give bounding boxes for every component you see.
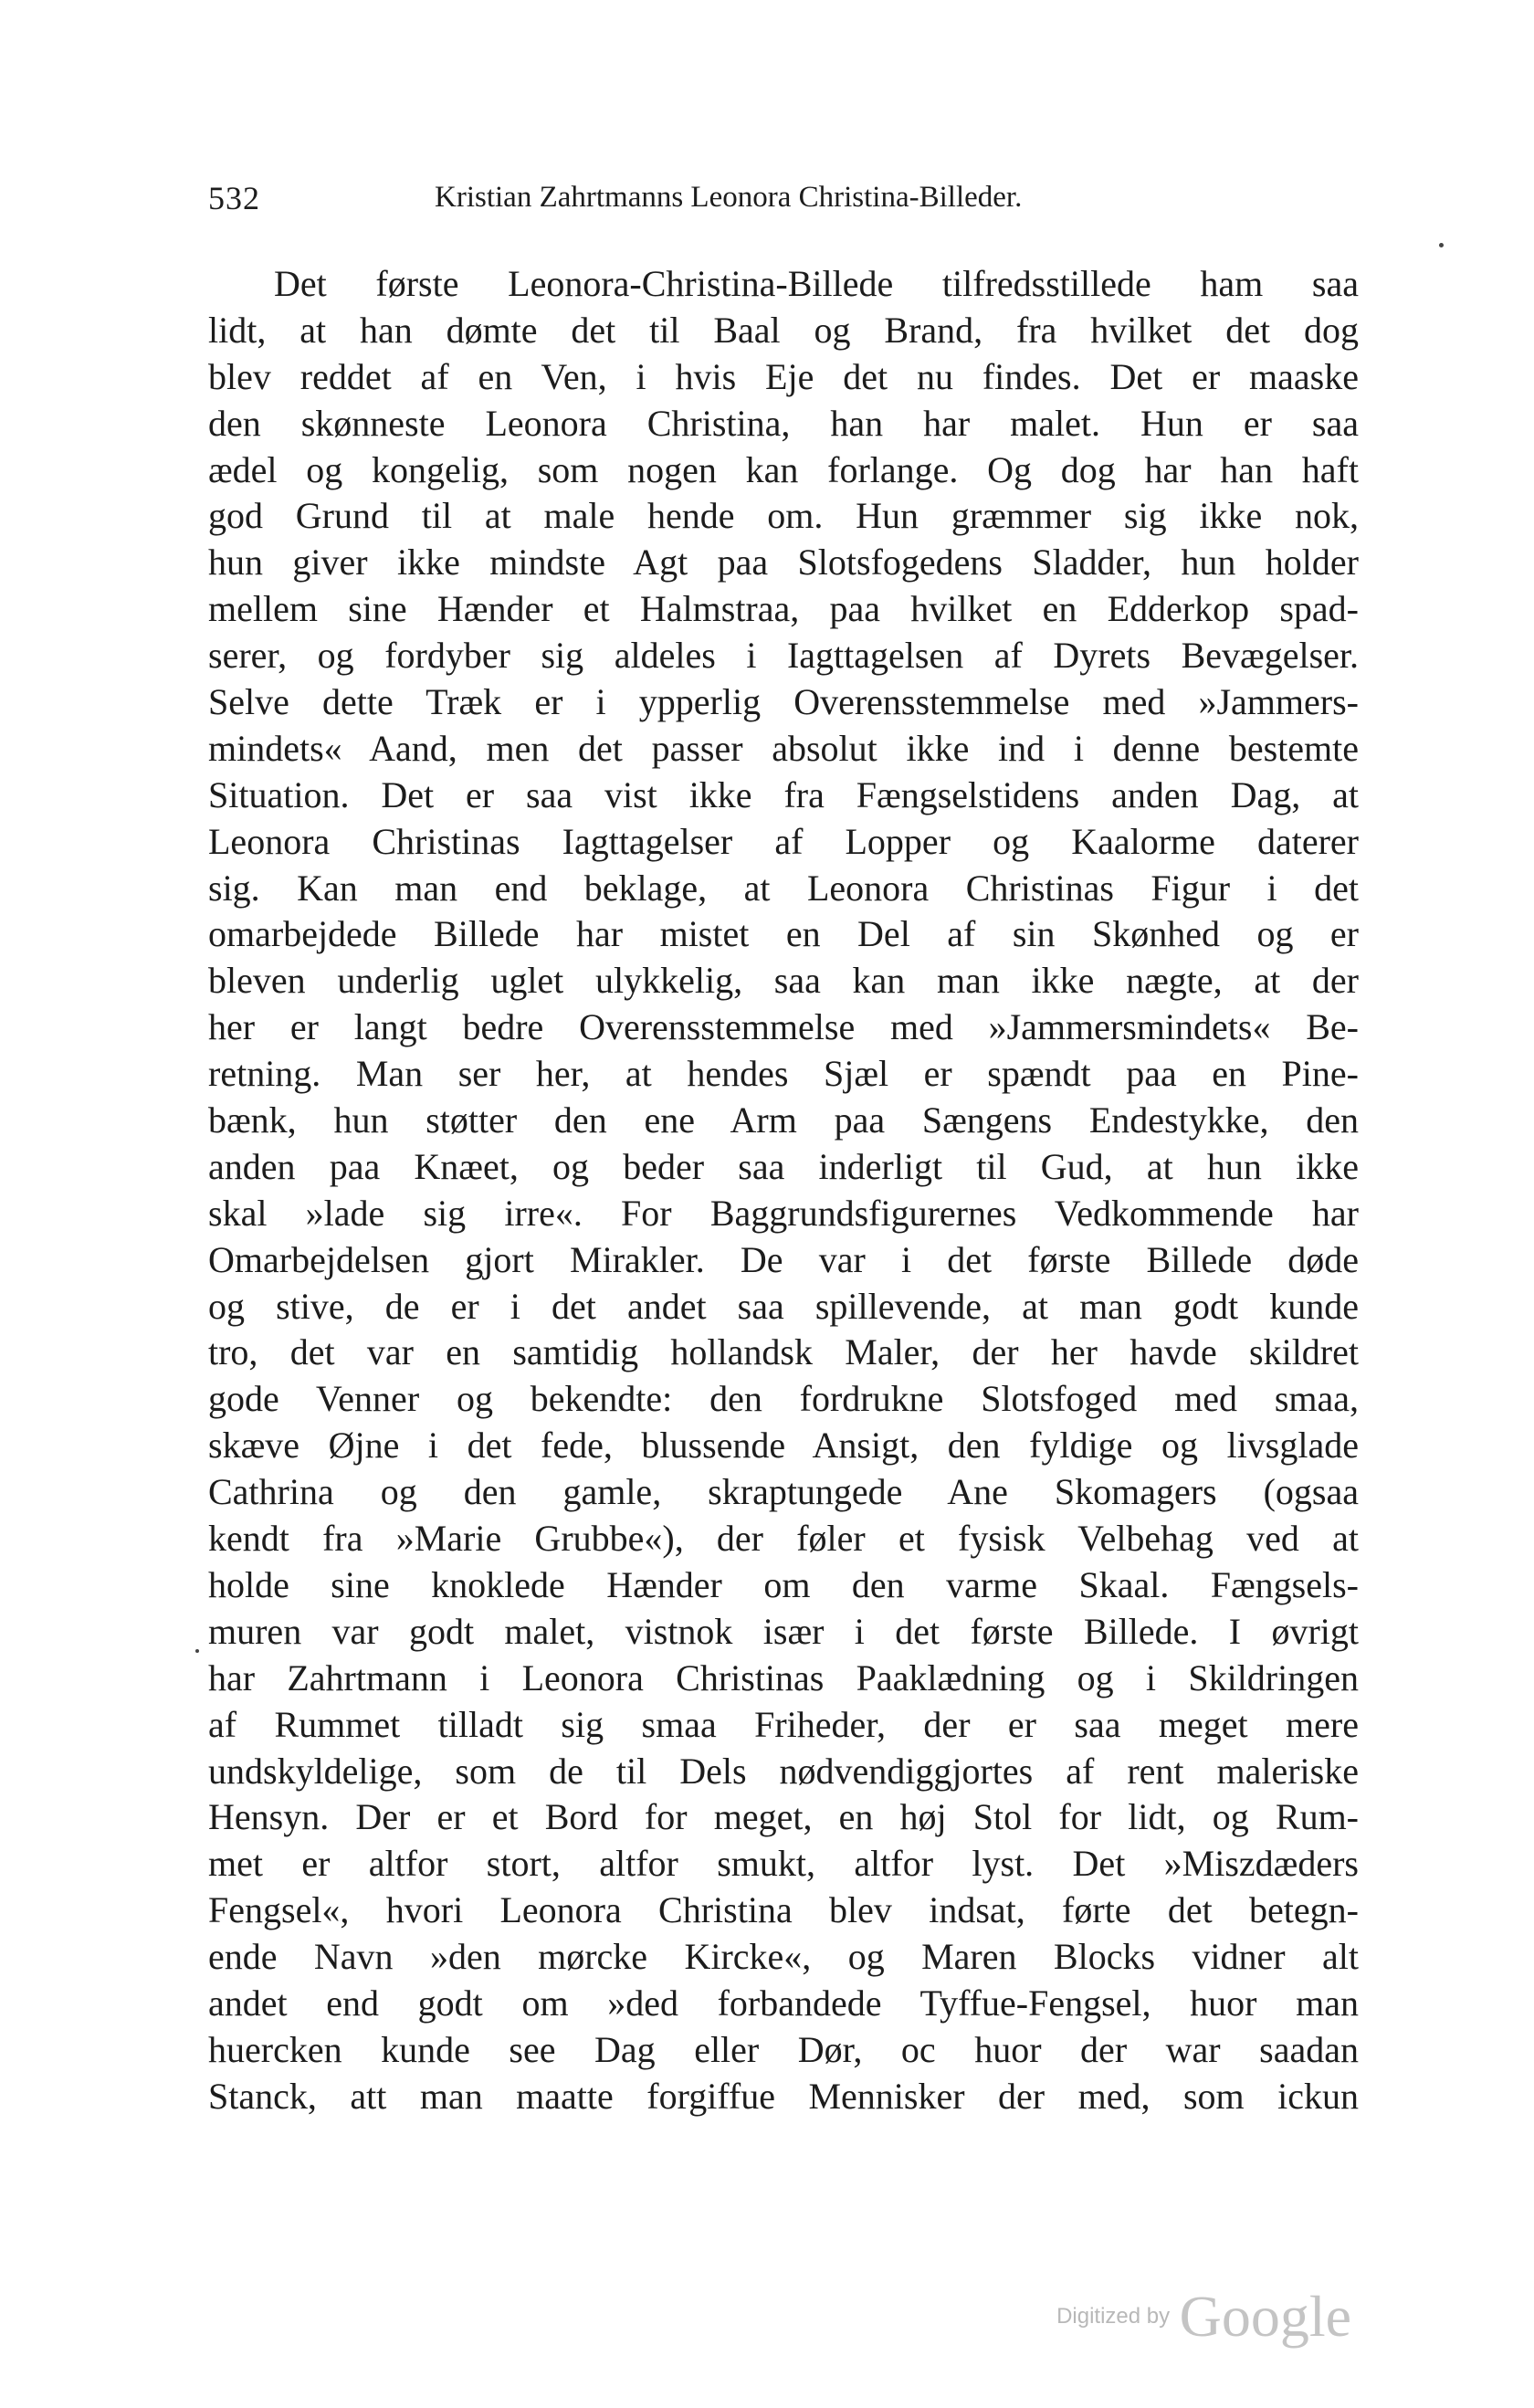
text-line: serer, og fordyber sig aldeles i Iagttagelsen af Dyrets Bevægelser. [208, 635, 1359, 677]
text-line: bænk, hun støtter den ene Arm paa Sængens Endestykke, den [208, 1099, 1359, 1141]
text-line: kendt fra »Marie Grubbe«), der føler et fysisk Velbehag ved at [208, 1518, 1359, 1560]
text-line: Selve dette Træk er i ypperlig Overensstemmelse med »Jammers- [208, 681, 1359, 723]
text-line: holde sine knoklede Hænder om den varme Skaal. Fængsels- [208, 1563, 1359, 1605]
text-line: Stanck, att man maatte forgiffue Mennisker der med, som ickun [208, 2075, 1359, 2117]
text-line: undskyldelige, som de til Dels nødvendiggjortes af rent maleriske [208, 1750, 1359, 1792]
text-line: god Grund til at male hende om. Hun græmmer sig ikke nok, [208, 495, 1359, 537]
page-header [208, 179, 1359, 225]
text-line: hun giver ikke mindste Agt paa Slotsfogedens Sladder, hun holder [208, 542, 1359, 584]
text-line: Fengsel«, hvori Leonora Christina blev indsat, førte det betegn- [208, 1889, 1359, 1931]
text-line: andet end godt om »ded forbandede Tyffue-Fengsel, huor man [208, 1982, 1359, 2024]
body-text [208, 261, 1359, 2120]
text-line: lidt, at han dømte det til Baal og Brand, fra hvilket det dog [208, 309, 1359, 351]
print-speck [195, 1649, 199, 1653]
text-line: blev reddet af en Ven, i hvis Eje det nu findes. Det er maaske [208, 355, 1359, 397]
text-line: anden paa Knæet, og beder saa inderligt til Gud, at hun ikke [208, 1145, 1359, 1187]
text-line: skæve Øjne i det fede, blussende Ansigt, den fyldige og livsglade [208, 1425, 1359, 1467]
watermark-brand: Google [1179, 2284, 1351, 2349]
text-line: sig. Kan man end beklage, at Leonora Christinas Figur i det [208, 867, 1359, 909]
running-title: Kristian Zahrtmanns Leonora Christina-Billeder. [435, 181, 1023, 214]
text-line: ædel og kongelig, som nogen kan forlange. Og dog har han haft [208, 448, 1359, 490]
text-line: omarbejdede Billede har mistet en Del af sin Skønhed og er [208, 913, 1359, 955]
text-line: mellem sine Hænder et Halmstraa, paa hvilket en Edderkop spad- [208, 588, 1359, 630]
text-line: Leonora Christinas Iagttagelser af Lopper og Kaalorme daterer [208, 820, 1359, 862]
text-line: bleven underlig uglet ulykkelig, saa kan man ikke nægte, at der [208, 960, 1359, 1002]
text-line: skal »lade sig irre«. For Baggrundsfigurernes Vedkommende har [208, 1192, 1359, 1234]
text-line: gode Venner og bekendte: den fordrukne Slotsfoged med smaa, [208, 1378, 1359, 1420]
text-line: Det første Leonora-Christina-Billede tilfredsstillede ham saa [274, 263, 1359, 304]
text-line: ende Navn »den mørcke Kircke«, og Maren Blocks vidner alt [208, 1936, 1359, 1978]
text-line: retning. Man ser her, at hendes Sjæl er spændt paa en Pine- [208, 1053, 1359, 1095]
digitization-watermark [1056, 2283, 1351, 2350]
text-line: af Rummet tilladt sig smaa Friheder, der er saa meget mere [208, 1703, 1359, 1745]
text-line: met er altfor stort, altfor smukt, altfor lyst. Det »Miszdæders [208, 1843, 1359, 1885]
text-line: Cathrina og den gamle, skraptungede Ane Skomagers (ogsaa [208, 1471, 1359, 1513]
text-line: Omarbejdelsen gjort Mirakler. De var i det første Billede døde [208, 1238, 1359, 1280]
text-line: har Zahrtmann i Leonora Christinas Paaklædning og i Skildringen [208, 1656, 1359, 1698]
text-line: den skønneste Leonora Christina, han har malet. Hun er saa [208, 402, 1359, 444]
text-line: tro, det var en samtidig hollandsk Maler, der her havde skildret [208, 1331, 1359, 1373]
text-line: Situation. Det er saa vist ikke fra Fængselstidens anden Dag, at [208, 773, 1359, 815]
text-line: mindets« Aand, men det passer absolut ikke ind i denne bestemte [208, 727, 1359, 769]
page-number: 532 [208, 180, 260, 216]
text-line: huercken kunde see Dag eller Dør, oc huor der war saadan [208, 2028, 1359, 2070]
text-line: og stive, de er i det andet saa spillevende, at man godt kunde [208, 1285, 1359, 1327]
text-line: Hensyn. Der er et Bord for meget, en høj Stol for lidt, og Rum- [208, 1796, 1359, 1838]
print-speck [1439, 243, 1444, 247]
text-line: her er langt bedre Overensstemmelse med »Jammersmindets« Be- [208, 1006, 1359, 1048]
watermark-prefix: Digitized by [1056, 2304, 1171, 2329]
text-line: muren var godt malet, vistnok især i det første Billede. I øvrigt [208, 1610, 1359, 1652]
